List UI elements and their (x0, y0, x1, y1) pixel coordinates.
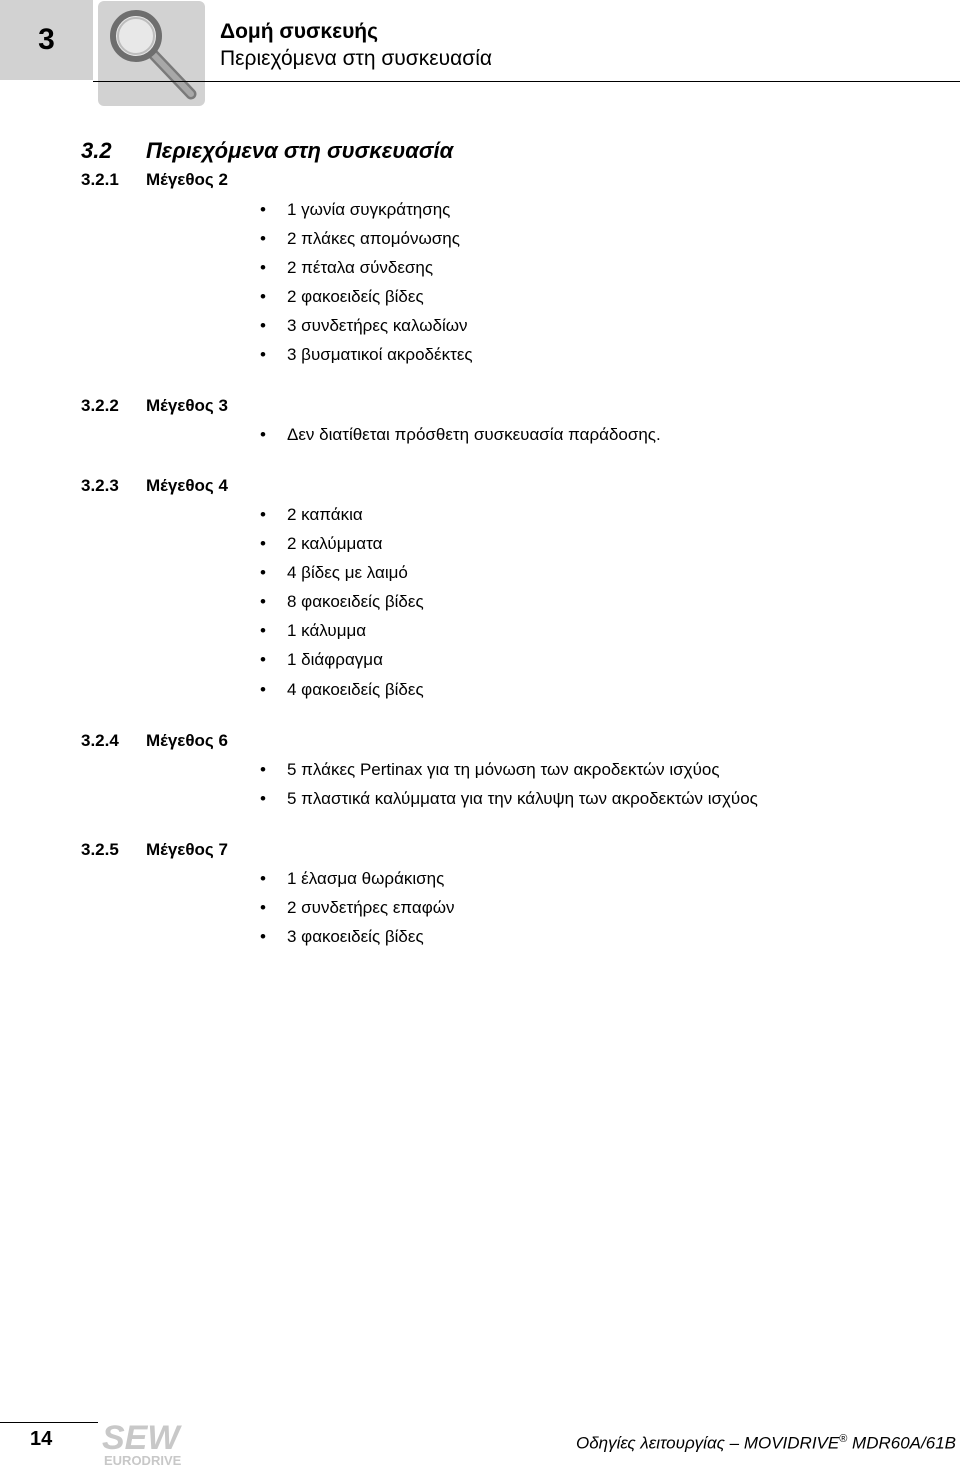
bullet: • (260, 621, 266, 640)
list-item-text: 3 βυσματικοί ακροδέκτες (287, 345, 473, 364)
list-item-text: 1 κάλυμμα (287, 621, 367, 640)
list-item (260, 200, 450, 220)
list-item-text: 2 συνδετήρες επαφών (287, 898, 455, 917)
subsection-number: 3.2.5 (81, 840, 119, 859)
subsection-title: Μέγεθος 6 (146, 731, 228, 750)
bullet: • (260, 200, 266, 219)
doc-model: MDR60A/61B (847, 1433, 956, 1453)
list-item (260, 898, 455, 918)
bullet: • (260, 534, 266, 553)
list-item-text: 1 έλασμα θωράκισης (287, 869, 445, 888)
logo-bottom-text: EURODRIVE (104, 1453, 182, 1467)
chapter-tab (0, 0, 93, 80)
subsection-number: 3.2.1 (81, 170, 119, 189)
list-item-text: 3 συνδετήρες καλωδίων (287, 316, 468, 335)
magnifier-icon (98, 1, 205, 106)
chapter-number: 3 (38, 23, 55, 56)
bullet: • (260, 258, 266, 277)
list-item (260, 680, 424, 700)
page-title: Δομή συσκευής (220, 20, 379, 43)
doc-prefix: Οδηγίες λειτουργίας – MOVIDRIVE (576, 1433, 840, 1453)
list-item-text: 4 φακοειδείς βίδες (287, 680, 424, 699)
list-item-text: 1 γωνία συγκράτησης (287, 200, 451, 219)
list-item (260, 592, 424, 612)
list-item-text: Δεν διατίθεται πρόσθετη συσκευασία παράδοσης. (287, 425, 661, 444)
subsection-number: 3.2.3 (81, 476, 119, 495)
bullet: • (260, 898, 266, 917)
list-item-text: 5 πλάκες Pertinax για τη μόνωση των ακροδεκτών ισχύος (287, 760, 720, 779)
list-item (260, 789, 758, 809)
bullet: • (260, 505, 266, 524)
list-item-text: 3 φακοειδείς βίδες (287, 927, 424, 946)
list-item-text: 4 βίδες με λαιμό (287, 563, 408, 582)
list-item-text: 2 πλάκες απομόνωσης (287, 229, 460, 248)
list-item (260, 927, 424, 947)
list-item-text: 2 πέταλα σύνδεσης (287, 258, 434, 277)
logo-top-text: SEW (102, 1419, 180, 1457)
bullet: • (260, 650, 266, 669)
subsection-title: Μέγεθος 4 (146, 476, 228, 495)
list-item (260, 563, 408, 583)
subsection-title: Μέγεθος 3 (146, 396, 228, 415)
bullet: • (260, 287, 266, 306)
bullet: • (260, 316, 266, 335)
bullet: • (260, 760, 266, 779)
bullet: • (260, 229, 266, 248)
list-item (260, 505, 363, 525)
bullet: • (260, 563, 266, 582)
document-reference (576, 1433, 956, 1454)
list-item (260, 650, 383, 670)
list-item (260, 621, 366, 641)
registered-mark: ® (839, 1433, 848, 1445)
subsection-title: Μέγεθος 7 (146, 840, 228, 859)
footer-divider (0, 1422, 98, 1423)
list-item (260, 287, 424, 307)
bullet: • (260, 345, 266, 364)
section-number: 3.2 (81, 138, 112, 163)
list-item (260, 345, 473, 365)
list-item (260, 258, 433, 278)
list-item (260, 229, 460, 249)
bullet: • (260, 789, 266, 808)
section-title: Περιεχόμενα στη συσκευασία (146, 138, 454, 163)
list-item-text: 5 πλαστικά καλύμματα για την κάλυψη των ακροδεκτών ισχύος (287, 789, 758, 808)
sew-eurodrive-logo (100, 1419, 212, 1472)
list-item (260, 425, 661, 445)
magnifier-icon-box (98, 1, 205, 106)
list-item (260, 534, 382, 554)
bullet: • (260, 592, 266, 611)
subsection-number: 3.2.2 (81, 396, 119, 415)
bullet: • (260, 869, 266, 888)
bullet: • (260, 425, 266, 444)
list-item (260, 869, 444, 889)
list-item-text: 2 φακοειδείς βίδες (287, 287, 424, 306)
subsection-title: Μέγεθος 2 (146, 170, 228, 189)
list-item-text: 1 διάφραγμα (287, 650, 383, 669)
list-item-text: 2 καλύμματα (287, 534, 383, 553)
list-item-text: 8 φακοειδείς βίδες (287, 592, 424, 611)
list-item-text: 2 καπάκια (287, 505, 363, 524)
header-divider (93, 81, 960, 82)
list-item (260, 760, 720, 780)
bullet: • (260, 680, 266, 699)
page-subtitle: Περιεχόμενα στη συσκευασία (220, 47, 493, 70)
page-number: 14 (30, 1428, 53, 1450)
subsection-number: 3.2.4 (81, 731, 119, 750)
list-item (260, 316, 468, 336)
bullet: • (260, 927, 266, 946)
